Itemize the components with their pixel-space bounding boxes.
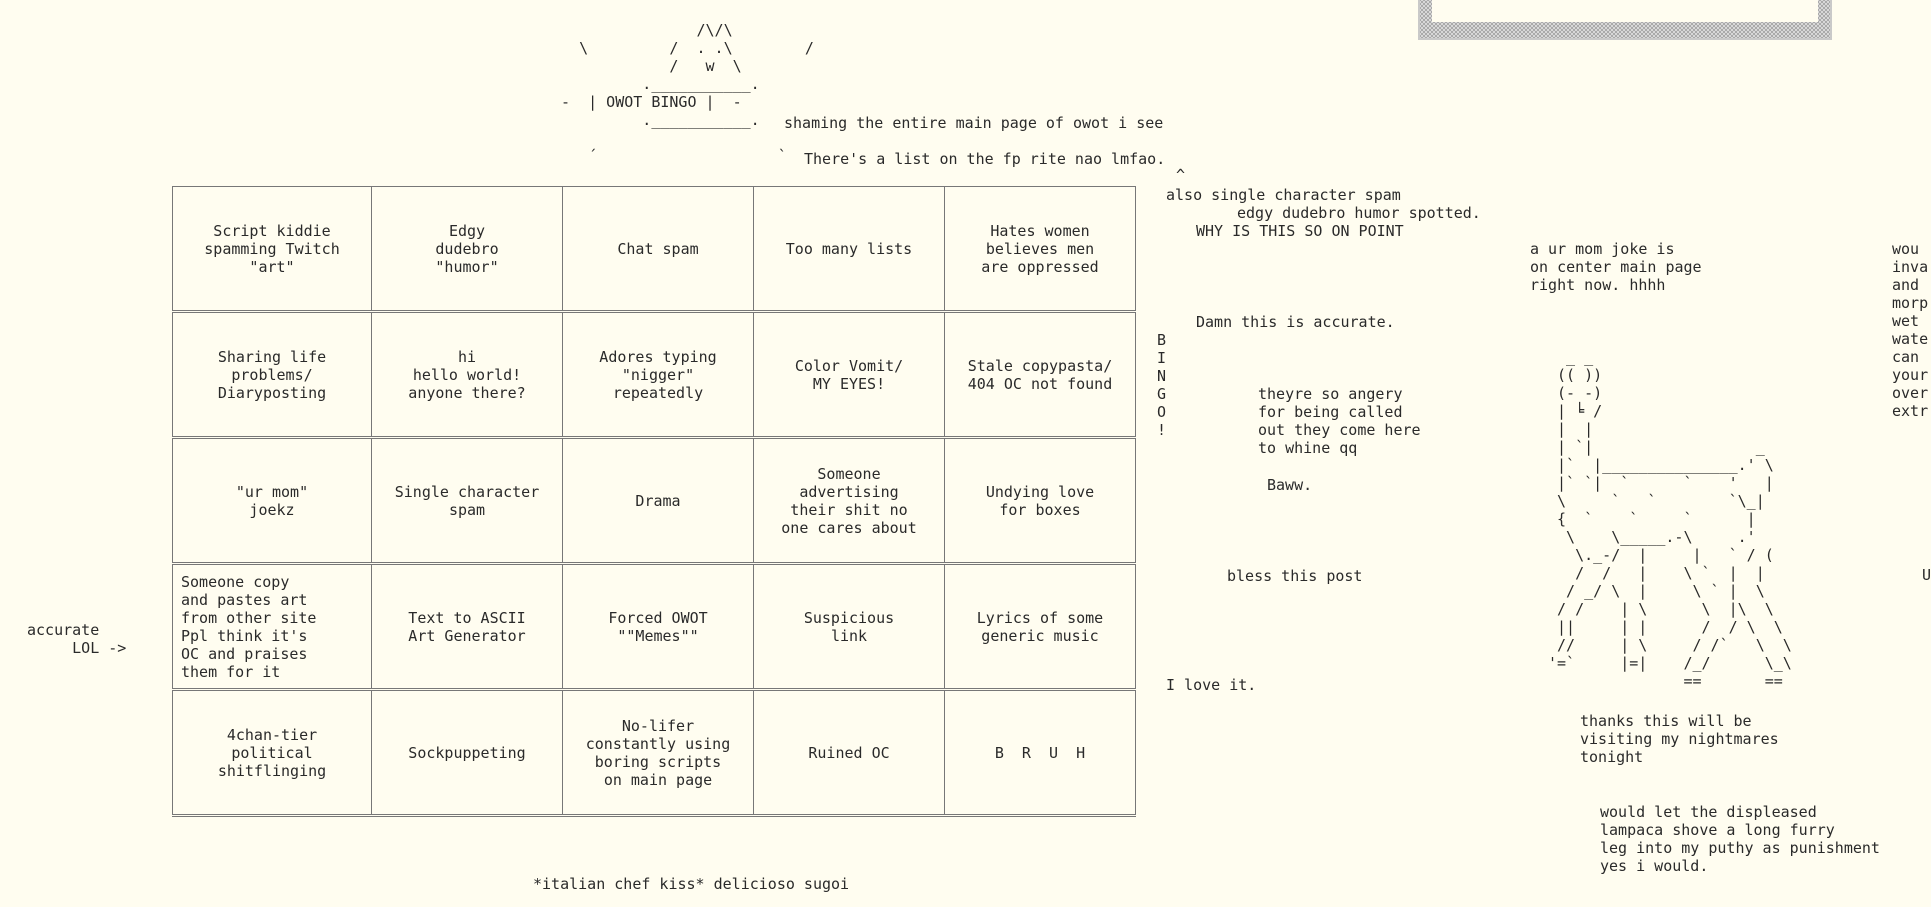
comment-bless: bless this post (1227, 567, 1363, 585)
bingo-cell (173, 312, 372, 438)
bingo-cell-text: Color Vomit/ MY EYES! (794, 356, 904, 393)
bingo-cell-text: Someone copy and pastes art from other site Ppl think it's OC and praises them for it (181, 572, 317, 681)
comment-urmom: a ur mom joke is on center main page right now. hhhh (1530, 240, 1702, 294)
header-art-line (552, 129, 814, 147)
comment-baww: Baww. (1267, 476, 1313, 494)
bingo-grid (172, 186, 1136, 817)
bingo-cell-text: Drama (635, 491, 681, 510)
bingo-cell (754, 312, 945, 438)
bingo-cell-text: Too many lists (785, 239, 913, 258)
lampaca-art-line: \ ` ` `\_| (1548, 492, 1765, 510)
lampaca-art-line: | | (1548, 420, 1594, 438)
bingo-cell-text: Forced OWOT ""Memes"" (608, 608, 708, 645)
lampaca-art-line: / / | \ \ |\ \ (1548, 600, 1774, 618)
shaded-text-box (1418, 0, 1832, 40)
bingo-cell-text: "ur mom" joekz (235, 482, 309, 519)
bingo-row (173, 564, 1136, 690)
bingo-cell (173, 438, 372, 564)
header-art-line: \ / . .\ / (552, 39, 814, 57)
lampaca-art-line: \ \_____.-\ .' (1548, 528, 1756, 546)
header-art-line: / w \ (552, 57, 742, 75)
bingo-row (173, 312, 1136, 438)
header-art-line: .___________. (552, 75, 760, 93)
right-edge-text: wou inva and morp wet wate can your over extr (1892, 240, 1929, 420)
bingo-cell (945, 438, 1136, 564)
comment-caret: ^ (1176, 166, 1186, 184)
bingo-row (173, 690, 1136, 816)
bingo-cell-text: Undying love for boxes (985, 482, 1095, 519)
bingo-cell-text: Suspicious link (803, 608, 895, 645)
bingo-cell (945, 564, 1136, 690)
bingo-cell (372, 564, 563, 690)
comment-nightmares: thanks this will be visiting my nightmares tonight (1580, 712, 1779, 766)
lampaca-art-line: / / | \ ` | | (1548, 564, 1765, 582)
bingo-cell (945, 187, 1136, 312)
lampaca-art-line: |` |_______________.' \ (1548, 456, 1774, 474)
lampaca-art-line: (( )) (1548, 366, 1603, 384)
bingo-cell-text: Script kiddie spamming Twitch "art" (204, 221, 340, 276)
bingo-cell (754, 438, 945, 564)
lampaca-art-line: |` `| ` ` ' | (1548, 474, 1774, 492)
bingo-cell (372, 187, 563, 312)
comment-angery: theyre so angery for being called out they come here to whine qq (1258, 385, 1421, 457)
comment-lampaca: would let the displeased lampaca shove a long furry leg into my puthy as punishment yes i would. (1600, 803, 1880, 875)
bingo-cell (173, 690, 372, 816)
header-art-line: /\/\ (552, 21, 733, 39)
comment-shaming: shaming the entire main page of owot i see (784, 114, 1164, 132)
bingo-row (173, 438, 1136, 564)
bingo-cell (563, 438, 754, 564)
bingo-cell (372, 312, 563, 438)
bingo-row (173, 187, 1136, 312)
bingo-cell (945, 690, 1136, 816)
lampaca-art-line: '=` |=| /_/ \_\ (1548, 654, 1792, 672)
comment-chef: *italian chef kiss* delicioso sugoi (533, 875, 850, 893)
lampaca-art-line: { ` ` ` | (1548, 510, 1756, 528)
comment-love: I love it. (1166, 676, 1257, 694)
header-art-line: - | OWOT BINGO | - (552, 93, 742, 111)
bingo-cell-text: Lyrics of some generic music (976, 608, 1104, 645)
owot-bingo-header-art (552, 21, 814, 165)
bingo-cell-text: Sockpuppeting (408, 743, 526, 762)
lampaca-ascii-art (1548, 348, 1792, 690)
bingo-cell-text: Sharing life problems/ Diaryposting (217, 347, 327, 402)
bingo-cell-text: Stale copypasta/ 404 OC not found (967, 356, 1113, 393)
lampaca-art-line: (- -) (1548, 384, 1603, 402)
bingo-cell-text: Someone advertising their shit no one cares about (781, 464, 917, 537)
bingo-side-letters: B I N G O ! (1157, 331, 1167, 439)
bingo-cell (754, 187, 945, 312)
comment-why: WHY IS THIS SO ON POINT (1196, 222, 1404, 240)
bingo-cell (754, 564, 945, 690)
bingo-cell-text: 4chan-tier political shitflinging (217, 725, 327, 780)
lampaca-art-line: \._-/ | | ` / ( (1548, 546, 1774, 564)
bingo-cell-text: hi hello world! anyone there? (408, 347, 526, 402)
lampaca-art-line: || | | / / \ \ (1548, 618, 1783, 636)
comment-damn: Damn this is accurate. (1196, 313, 1395, 331)
header-art-line: ´ ` (552, 147, 787, 165)
right-edge-text-lower: U (1922, 566, 1931, 584)
bingo-cell-text: Edgy dudebro "humor" (435, 221, 499, 276)
bingo-cell (945, 312, 1136, 438)
bingo-cell-text: Ruined OC (808, 743, 890, 762)
bingo-cell-text: Chat spam (617, 239, 699, 258)
bingo-cell (173, 564, 372, 690)
lampaca-art-line: | ╘ / (1548, 402, 1603, 420)
header-art-line: .___________. (552, 111, 760, 129)
comment-single-char: also single character spam (1166, 186, 1401, 204)
bingo-cell-text: No-lifer constantly using boring scripts on main page (585, 716, 731, 789)
bingo-cell-text: B R U H (994, 743, 1086, 762)
bingo-cell (372, 438, 563, 564)
bingo-cell (563, 564, 754, 690)
lampaca-art-line: / _/ \ | \ ` | \ (1548, 582, 1765, 600)
bingo-cell-text: Single character spam (394, 482, 540, 519)
lampaca-art-line: == == (1548, 672, 1783, 690)
bingo-cell-text: Hates women believes men are oppressed (981, 221, 1099, 276)
bingo-cell (563, 690, 754, 816)
comment-accurate: accurate LOL -> (27, 621, 127, 657)
lampaca-art-line: // | \ / /` \ \ (1548, 636, 1792, 654)
bingo-cell (173, 187, 372, 312)
bingo-cell-text: Adores typing "nigger" repeatedly (599, 347, 717, 402)
comment-list-fp: There's a list on the fp rite nao lmfao. (804, 150, 1166, 168)
bingo-cell-text: Text to ASCII Art Generator (408, 608, 526, 645)
shaded-text-box-inner (1432, 0, 1818, 22)
lampaca-art-line: | `| _ (1548, 438, 1765, 456)
comment-edgy-spotted: edgy dudebro humor spotted. (1237, 204, 1481, 222)
bingo-cell (563, 312, 754, 438)
lampaca-art-line: _ _ (1548, 348, 1594, 366)
bingo-cell (372, 690, 563, 816)
bingo-cell (563, 187, 754, 312)
bingo-cell (754, 690, 945, 816)
